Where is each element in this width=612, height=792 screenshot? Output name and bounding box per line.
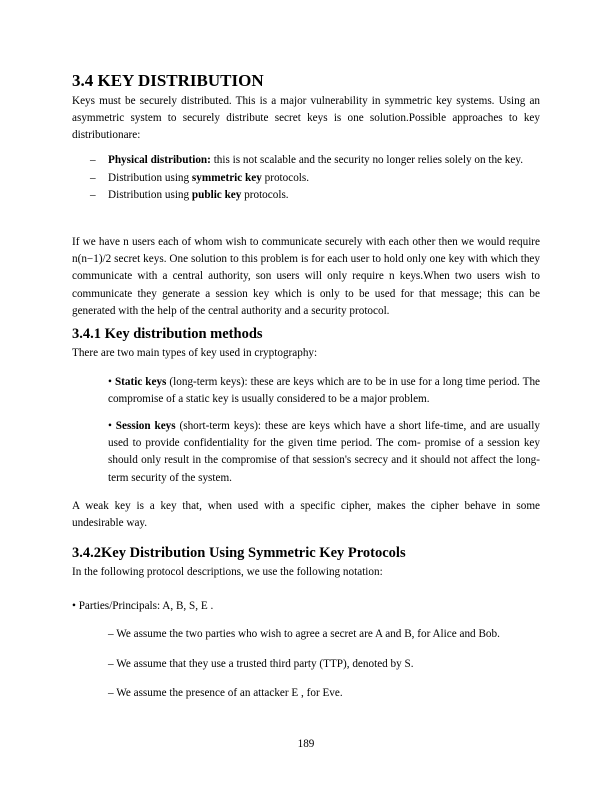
- section-intro-paragraph: Keys must be securely distributed. This is a major vulnerability in symmetric key systems. Using an asymmetric system to securely distribute secret keys is one solution.Possible approaches to key distributionare:: [72, 95, 540, 142]
- approaches-list: [90, 152, 540, 205]
- approach-term: public key: [191, 189, 242, 202]
- approach-item: – Distribution using symmetric key protocols.: [90, 171, 310, 184]
- weak-key-paragraph: A weak key is a key that, when used with a specific cipher, makes the cipher behave in some undesirable way.: [72, 500, 540, 530]
- n-users-paragraph: If we have n users each of whom wish to communicate securely with each other then we would require n(n−1)/2 secret keys. One solution to this problem is for each user to hold only one key with which they communicate with a central authority, son users will only require n keys.When two users wish to communicate they generate a session key which is only to be used for that message; this can be generated with the help of the central authority and a security protocol.: [72, 236, 540, 317]
- assumption-item: – We assume that they use a trusted third party (TTP), denoted by S.: [108, 658, 414, 670]
- item-text: (short-term keys): these are keys which have a short life-time, and are usually used to provide confidentiality for the given time period. The com- promise of a session key should only result in the compromise of that session's secrecy and it should not affect the long-term security of the system.: [108, 420, 540, 484]
- page-number: 189: [297, 738, 315, 750]
- approach-item: – Physical distribution: this is not scalable and the security no longer relies solely on the key.: [90, 154, 524, 166]
- subsection-heading: 3.4.2Key Distribution Using Symmetric Key Protocols: [72, 545, 406, 561]
- approach-term: symmetric key: [191, 171, 262, 184]
- bullet-icon: •: [108, 420, 112, 432]
- approach-text: this is not scalable and the security no longer relies solely on the key.: [210, 154, 524, 166]
- session-keys-item: [108, 418, 540, 487]
- approach-item: – Distribution using public key protocols.: [90, 189, 289, 202]
- subsection-heading: 3.4.1 Key distribution methods: [72, 326, 263, 342]
- bullet-icon: •: [108, 376, 112, 388]
- assumption-item: – We assume the presence of an attacker E , for Eve.: [108, 687, 343, 699]
- item-term: Static keys: [114, 376, 167, 388]
- static-keys-item: [108, 374, 540, 408]
- subsection-intro: In the following protocol descriptions, we use the following notation:: [72, 566, 383, 578]
- assumption-item: – We assume the two parties who wish to agree a secret are A and B, for Alice and Bob.: [108, 628, 500, 640]
- parties-item: • Parties/Principals: A, B, S, E .: [72, 600, 214, 612]
- approach-term: Physical distribution:: [108, 154, 211, 166]
- subsection-intro: There are two main types of key used in cryptography:: [72, 347, 318, 359]
- section-heading: 3.4 KEY DISTRIBUTION: [72, 71, 264, 90]
- item-text: (long-term keys): these are keys which are to be in use for a long time period. The compromise of a static key is usually considered to be a major problem.: [108, 376, 541, 406]
- item-term: Session keys: [115, 420, 176, 432]
